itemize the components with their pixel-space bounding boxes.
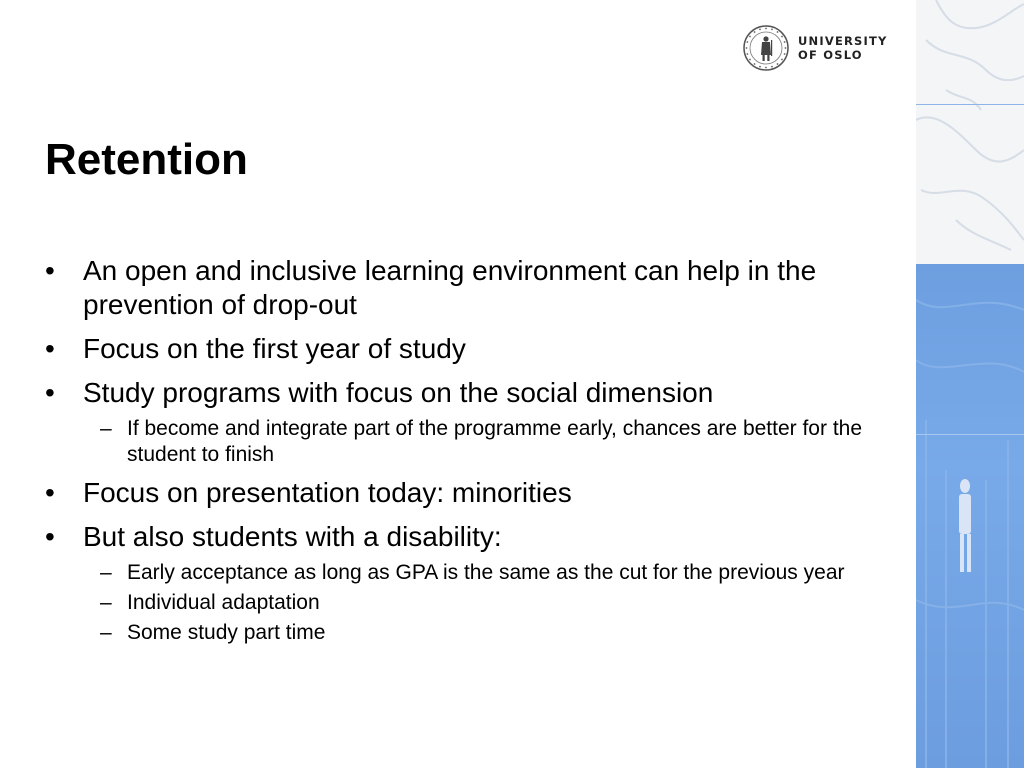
university-seal-icon (742, 24, 790, 72)
bullet-item (45, 476, 905, 510)
wordmark-line-2: OF OSLO (798, 48, 863, 62)
bullet-marker: • (45, 521, 55, 552)
sub-bullet-text: Early acceptance as long as GPA is the same as the cut for the previous year (127, 561, 845, 584)
sub-bullet-marker: – (100, 561, 112, 584)
sub-bullet-item (45, 560, 905, 586)
sub-bullet-marker: – (100, 417, 112, 440)
sub-bullet-text: Individual adaptation (127, 591, 320, 614)
sub-bullet-text: If become and integrate part of the programme early, chances are better for the student to finish (127, 417, 863, 466)
university-wordmark (798, 34, 888, 62)
panel-divider-line (916, 104, 1024, 105)
sub-bullet-item (45, 416, 905, 468)
bullet-marker: • (45, 477, 55, 508)
university-logo (742, 24, 888, 72)
wordmark-line-1: UNIVERSITY (798, 34, 888, 48)
bullet-text: Study programs with focus on the social dimension (83, 377, 714, 408)
bullet-item (45, 254, 905, 322)
sub-bullet-text: Some study part time (127, 621, 326, 644)
bullet-item (45, 332, 905, 366)
sub-bullet-marker: – (100, 621, 112, 644)
bullet-item (45, 520, 905, 554)
panel-divider-line (916, 434, 1024, 435)
sculpture-illustration (916, 0, 1024, 768)
bullet-marker: • (45, 255, 55, 286)
side-decorative-panel (916, 0, 1024, 768)
bullet-text: Focus on the first year of study (83, 333, 466, 364)
bullet-marker: • (45, 377, 55, 408)
sub-bullet-item (45, 590, 905, 616)
bullet-list (45, 254, 905, 654)
bullet-text: An open and inclusive learning environment can help in the prevention of drop-out (83, 255, 817, 320)
bullet-text: But also students with a disability: (83, 521, 502, 552)
bullet-text: Focus on presentation today: minorities (83, 477, 572, 508)
sub-bullet-item (45, 620, 905, 646)
bullet-item (45, 376, 905, 410)
slide-title: Retention (45, 135, 248, 184)
sub-bullet-marker: – (100, 591, 112, 614)
bullet-marker: • (45, 333, 55, 364)
